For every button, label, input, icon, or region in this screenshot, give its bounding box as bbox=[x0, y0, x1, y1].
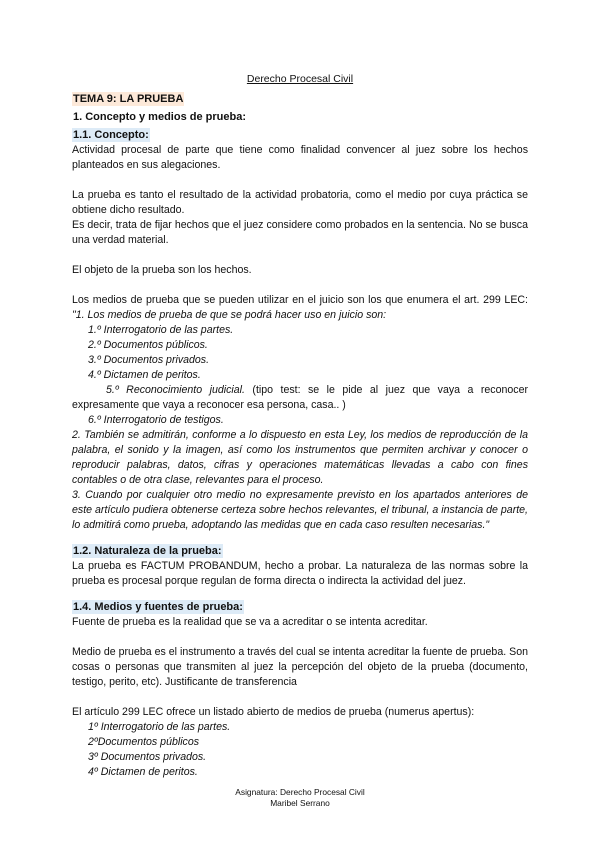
fuente-paragraph: Fuente de prueba es la realidad que se va a acreditar o se intenta acreditar. bbox=[72, 616, 428, 628]
objeto-paragraph: El objeto de la prueba son los hechos. bbox=[72, 264, 252, 276]
list-item: 4.º Dictamen de peritos. bbox=[88, 369, 201, 381]
list-item: 3º Documentos privados. bbox=[88, 751, 207, 763]
list-item: 3.º Documentos privados. bbox=[88, 354, 210, 366]
document-title: Derecho Procesal Civil bbox=[246, 73, 354, 85]
footer-subject: Asignatura: Derecho Procesal Civil bbox=[235, 787, 365, 797]
medio-paragraph: Medio de prueba es el instrumento a través del cual se intenta acreditar la fuente de prueba. Son cosas o personas que transmiten al juez la percepción del objeto de la prueba (documento, testigo, perito, etc). Justificante de transferencia bbox=[72, 646, 528, 688]
articulo-paragraph: El artículo 299 LEC ofrece un listado abierto de medios de prueba (numerus apertus): bbox=[72, 706, 475, 718]
medios-intro-text: Los medios de prueba que se pueden utilizar en el juicio son los que enumera el art. 299 LEC: bbox=[72, 294, 528, 306]
section-1-4-heading: 1.4. Medios y fuentes de prueba: bbox=[73, 601, 243, 613]
section-1-heading: 1. Concepto y medios de prueba: bbox=[73, 111, 246, 123]
numerus-apertus-list bbox=[72, 720, 528, 780]
quote-paragraph-3: 3. Cuando por cualquier otro medio no expresamente previsto en los apartados anteriores de este artículo pudiera obtenerse certeza sobre hechos relevantes, el tribunal, a instancia de parte, lo admitirá como prueba, adoptando las medidas que en cada caso resulten necesarias." bbox=[72, 489, 528, 531]
section-1-2-heading: 1.2. Naturaleza de la prueba: bbox=[73, 545, 222, 557]
naturaleza-paragraph: La prueba es FACTUM PROBANDUM, hecho a probar. La naturaleza de las normas sobre la prueba es procesal porque regulan de forma directa o indirecta la actividad del juez. bbox=[72, 560, 528, 587]
reconocimiento-paragraph bbox=[72, 383, 528, 413]
tema-heading: TEMA 9: LA PRUEBA bbox=[73, 93, 184, 105]
list-item: 1º Interrogatorio de las partes. bbox=[88, 721, 231, 733]
list-item: 2ºDocumentos públicos bbox=[88, 736, 200, 748]
list-item: 4º Dictamen de peritos. bbox=[88, 766, 198, 778]
resultado-paragraph: La prueba es tanto el resultado de la actividad probatoria, como el medio por cuya práctica se obtiene dicho resultado. bbox=[72, 189, 528, 216]
concepto-paragraph: Actividad procesal de parte que tiene como finalidad convencer al juez sobre los hechos planteados en sus alegaciones. bbox=[72, 144, 528, 171]
medios-list bbox=[72, 323, 528, 383]
section-1-1-heading: 1.1. Concepto: bbox=[73, 129, 149, 141]
reconocimiento-note: (tipo test: se le pide al juez que vaya a reconocer expresamente que vaya a reconocer esa persona, casa.. ) bbox=[72, 384, 528, 411]
list-item: 2.º Documentos públicos. bbox=[88, 339, 208, 351]
document-page bbox=[72, 72, 528, 780]
medios-quote-start: "1. Los medios de prueba de que se podrá hacer uso en juicio son: bbox=[72, 309, 387, 321]
footer-author: Maribel Serrano bbox=[270, 798, 330, 808]
verdad-paragraph: Es decir, trata de fijar hechos que el juez considere como probados en la sentencia. No se busca una verdad material. bbox=[72, 219, 528, 246]
quote-paragraph-2: 2. También se admitirán, conforme a lo dispuesto en esta Ley, los medios de reproducción de la palabra, el sonido y la imagen, así como los instrumentos que permiten archivar y conocer o reproducir palabras, datos, cifras y operaciones matemáticas llevadas a cabo con fines contables o de otra clase, relevantes para el proceso. bbox=[72, 429, 528, 486]
medios-list-continued bbox=[72, 413, 528, 428]
reconocimiento-item: 5.º Reconocimiento judicial. bbox=[106, 384, 245, 396]
list-item: 6.º Interrogatorio de testigos. bbox=[88, 414, 224, 426]
list-item: 1.º Interrogatorio de las partes. bbox=[88, 324, 234, 336]
medios-intro-paragraph bbox=[72, 293, 528, 323]
page-footer bbox=[0, 787, 600, 809]
